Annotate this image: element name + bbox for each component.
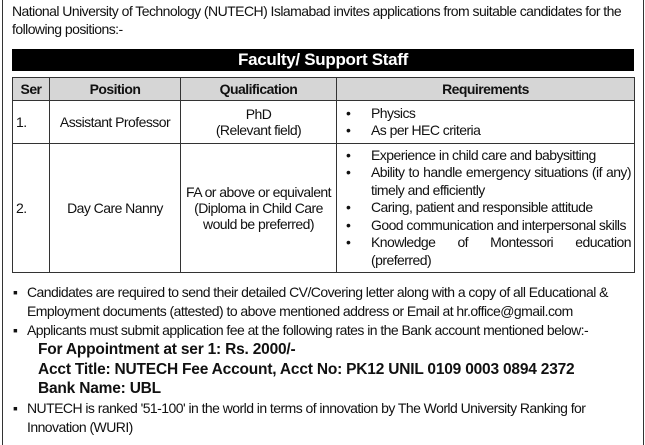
note-text: NUTECH is ranked '51-100' in the world in terms of innovation by The World University Ranking for Innovation (WURI) bbox=[27, 399, 586, 435]
note-text: Applicants must submit application fee at the following rates in the Bank account mentioned below:- bbox=[27, 322, 589, 338]
qualification-line: (Diploma in Child Care bbox=[194, 200, 323, 216]
requirement-item: • Physics bbox=[340, 105, 631, 123]
requirement-item: • Experience in child care and babysitting bbox=[340, 147, 631, 165]
note-item bbox=[12, 399, 637, 437]
requirement-item: • Ability to handle emergency situations (if any) timely and efficiently bbox=[340, 164, 631, 199]
fee-line: For Appointment at ser 1: Rs. 2000/- bbox=[38, 341, 296, 358]
requirement-item: • Caring, patient and responsible attitude bbox=[340, 199, 631, 217]
note-item bbox=[12, 321, 637, 340]
requirement-item: • As per HEC criteria bbox=[340, 122, 631, 140]
table-header-row bbox=[13, 78, 635, 101]
qualification-line: (Relevant field) bbox=[215, 122, 302, 138]
ser-cell: 1. bbox=[13, 101, 50, 144]
section-title: Faculty/ Support Staff bbox=[12, 49, 634, 71]
bullet-icon: ▪ bbox=[13, 284, 18, 300]
account-line: Acct Title: NUTECH Fee Account, Acct No: PK12 UNIL 0109 0003 0894 2372 bbox=[38, 360, 575, 378]
table-row bbox=[13, 144, 635, 273]
header-ser: Ser bbox=[13, 78, 50, 101]
note-item bbox=[12, 283, 637, 321]
header-position: Position bbox=[50, 78, 181, 101]
notes-section bbox=[12, 283, 637, 437]
bullet-icon: ▪ bbox=[13, 322, 18, 338]
table-row bbox=[13, 101, 635, 144]
header-qualification: Qualification bbox=[181, 78, 337, 101]
requirement-item: • Knowledge of Montessori education (preferred) bbox=[340, 234, 631, 269]
qualification-cell bbox=[181, 144, 337, 273]
header-requirements: Requirements bbox=[337, 78, 635, 101]
qualification-cell bbox=[181, 101, 337, 144]
qualification-line: would be preferred) bbox=[203, 216, 314, 232]
position-cell: Day Care Nanny bbox=[50, 144, 181, 273]
qualification-line: FA or above or equivalent bbox=[185, 184, 332, 200]
requirements-cell bbox=[337, 101, 635, 144]
requirement-item: • Good communication and interpersonal skills bbox=[340, 217, 631, 235]
bank-line: Bank Name: UBL bbox=[38, 380, 161, 397]
positions-table bbox=[12, 77, 635, 273]
intro-text: National University of Technology (NUTECH) Islamabad invites applications from suitable candidates for the following positions:- bbox=[12, 3, 622, 37]
bullet-icon: ▪ bbox=[13, 399, 18, 416]
note-text: Candidates are required to send their detailed CV/Covering letter along with a copy of all Educational & Employment documents (attested) to above mentioned address or Email at hr.office@gmail.com bbox=[27, 284, 608, 319]
requirements-cell bbox=[337, 144, 635, 273]
position-cell: Assistant Professor bbox=[50, 101, 181, 144]
ser-cell: 2. bbox=[13, 144, 50, 273]
qualification-line: PhD bbox=[245, 106, 272, 122]
